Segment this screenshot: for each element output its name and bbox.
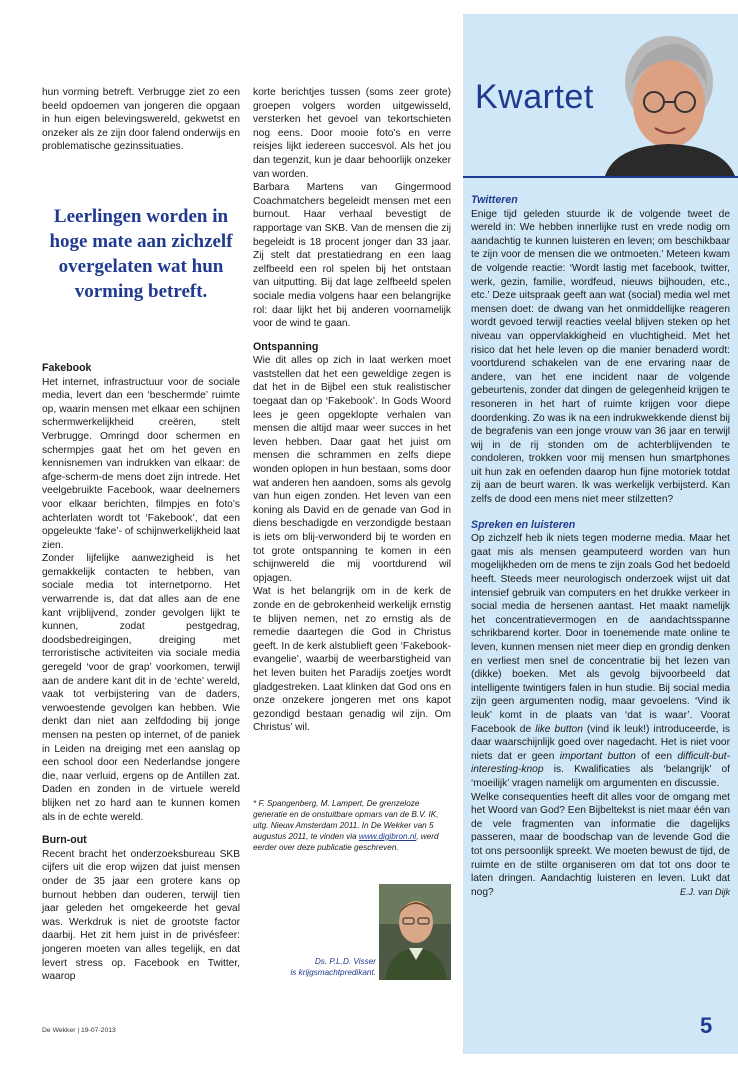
col2-paragraph-2: Barbara Martens van Gingermood Coachmatchers begeleidt mensen met een burnout. Haar verhaal bevestigt de rapportage van SKB. Van de mensen die zij begeleidt is 18 procent jonger dan 33 jaar. Zij stelt dat prestatiedrang en een laag zelfbeeld een rol spelen bij het ontstaan van uitputting. Bij dat lage zelfbeeld spelen sociale media volgens haar een belangrijke rol: daar lijkt het bij anderen voornamelijk voor de wind te gaan. — [253, 182, 451, 330]
col2-paragraph-3: Wie dit alles op zich in laat werken moet vaststellen dat het een geweldige zegen is dat het in de Bijbel een stuk realistischer toegaat dan op ‘Fakebook’. In Gods Woord lees je geen opgeklopte verhalen van mensen die altijd maar weer succes in het leven hebben. Daar gaat het juist om mensen die schrammen en zelfs diepe wonden oplopen in hun bestaan, soms door wat anderen hen aandoen, soms als gevolg van hun eigen zonden. Het leven van een koning als David en de genade van God in diens beschadigde en verzondigde bestaan is iets om blij-verwonderd bij te worden en tot grote ontspanning te komen in een schijnwereld die mij voortdurend wil opjagen. — [253, 355, 451, 584]
col2-paragraph-1: korte berichtjes tussen (soms zeer grote) groepen volgers worden uitgewisseld, versterken het gevoel van tekortschieten nog eens. Door mooie foto’s en verre reisjes lijkt iedereen succesvol. Als het jou dan tegenzit, kun je daar behoorlijk onzeker van worden. — [253, 87, 451, 180]
digibron-link[interactable]: www.digibron.nl — [358, 832, 417, 841]
kwartet-title: Kwartet — [475, 78, 594, 116]
spreken-text-a: Op zichzelf heb ik niets tegen moderne media. Maar het gaat mis als mensen geamputeerd worden van hun mogelijkheden om de mens te zijn zoals God het bedoeld heeft. Steeds meer neurologisch onderzoek wijst uit dat intensief gebruik van computers en het drukke verkeer in social media de hersenen aantast. Het maakt namelijk het concentratievermogen en de aandachtsspanne schrikbarend korter. Door in toenemende mate online te leven, kunnen mensen niet meer diep en grondig denken en verliest men snel de concentratie bij het lezen van (dikke) boeken. Met als gevolg bijvoorbeeld dat intelligente twintigers falen in hun studie. Bij social media zijn geen argumenten nodig, maar gevoelens. ‘Vind ik leuk’ komt in de plaats van ‘dat is waar’. Voorat Facebook de — [471, 533, 730, 735]
like-button-term: like button — [535, 723, 583, 735]
fakebook-paragraph-1: Het internet, infrastructuur voor de sociale media, levert dan een ‘beschermde’ ruimte op, waarin mensen met elkaar een schijnen schermwerkelijkheid creëren, stelt Verbrugge. Omringd door schermen en schermpjes gaat het om het geven en kennisnemen van indrukken van elkaar: de afge-scherm-de mens doet zijn intrede. Het veelgebruikte Facebook, waar deelnemers voor elkaar berichten, filmpjes en foto’s achterlaten wordt tot ‘Fakebook’, dat een opgeleukte ‘fake’- of schijnwerkelijkheid laat zien. — [42, 376, 240, 551]
ontspanning-heading: Ontspanning — [253, 340, 319, 353]
burnout-paragraph: Recent bracht het onderzoeksbureau SKB cijfers uit die erop wijzen dat juist mensen onder de 35 jaar een grotere kans op burnout hebben dan ouderen, terwijl tien jaar geleden het omgekeerde het geval was. Werkdruk is niet de grootste factor daarbij. Het zit hem juist in de privésfeer: jongeren moeten van alles tegelijk, en dat levert stress op. Facebook en Twitter, waarop — [42, 848, 240, 983]
col1-intro: hun vorming betreft. Verbrugge ziet zo een beeld opdoemen van jongeren die opgaan in hun eigen belevingswereld, gekwetst en onzeker als ze zijn door falend onderwijs en problematische gezinssituaties. — [42, 87, 240, 153]
folio: De Wekker | 19-07-2013 — [42, 1027, 116, 1034]
important-button-term: important button — [559, 750, 636, 762]
col2-paragraph-4: Wat is het belangrijk om in de kerk de zonde en de gebrokenheid werkelijk ernstig te blijven nemen, net zo ernstig als de remedie daartegen die God in Christus geeft. In de kerk alstublieft geen ‘Fakebook-evangelie’, waarbij de weerbarstigheid van het leven buiten het Paradijs zoetjes wordt gladgestreken. Laat klinken dat God ons en onze onzekere jongeren met ons kapot gezondigd bestaan genadig wil zijn. Om Christus’ wil. — [253, 586, 451, 734]
author-caption — [253, 956, 376, 978]
spreken-text-b: (vind ik leuk!) introduceerde, is daar waarschijnlijk goed over nagedacht. Het is niet voor niets dat er geen — [471, 723, 730, 762]
footnote — [253, 798, 451, 853]
author-portrait-van-dijk — [595, 24, 738, 176]
fakebook-heading: Fakebook — [42, 361, 92, 374]
difficult-knop-term: difficult-but-interesting-knop — [471, 750, 730, 776]
twitteren-heading: Twitteren — [471, 194, 518, 206]
spreken-paragraph-1 — [471, 532, 730, 790]
footnote-text-after: , werd eerder over deze publicatie geschreven. — [253, 832, 439, 852]
sidebar-divider — [463, 176, 738, 178]
caption-name: Ds. P.L.D. Visser — [314, 957, 376, 966]
author-portrait-visser — [379, 884, 451, 980]
page-number: 5 — [700, 1013, 713, 1038]
burnout-heading: Burn-out — [42, 834, 87, 847]
spreken-text-e: Welke consequenties heeft dit alles voor de omgang met het Woord van God? Een Bijbeltekst is niet maar één van de vele fragmenten van informatie die dagelijks passeren, maar de boodschap van de levende God die tot ons persoonlijk spreekt. We moeten bewust de tijd, de ruimte en de stilte organiseren om dat tot ons door te laten dringen. Aandachtig luisteren en leven. Lukt dat nog? — [471, 791, 730, 898]
caption-role: is krijgsmachtpredikant. — [290, 968, 376, 977]
author-signature: E.J. van Dijk — [679, 886, 730, 897]
column-1 — [42, 86, 240, 984]
fakebook-paragraph-2: Zonder lijfelijke aanwezigheid is het gemakkelijk contacten te hebben, van sociale media tot internetporno. Het verwarrende is, dat dat alles aan de ene kant vrijblijvend, zonder gevolgen lijkt te kunnen, zodat pestgedrag, doodsbedreigingen, dreiging met terroristische activiteiten via sociale media geregeld ‘voor de grap’ voorkomen, terwijl aan de andere kant dit in de ‘echte’ wereld, vaak tot verbijstering van de daders, verwoestende gevolgen kan hebben. Wie denkt dan niet aan zelfdoding bij jonge mensen na pesten op internet, of de paniek in Leiden na dreiging met een aanslag op een school door een Nederlandse jongere die, naar verluid, ergens op de Antillen zat. Daden en zonden in de virtuele wereld blijken net zo hard aan te kunnen komen als in de echte wereld. — [42, 553, 240, 823]
spreken-text-c: of een — [635, 750, 678, 762]
spreken-heading: Spreken en luisteren — [471, 518, 576, 531]
pull-quote: Leerlingen worden in hoge mate aan zichzelf overgelaten wat hun vorming betreft. — [49, 205, 233, 302]
sidebar-body — [471, 194, 730, 899]
footnote-text-before: * F. Spangenberg, M. Lampert, De grenzeloze generatie en de onstuitbare opmars van de B.V. IK, uitg. Nieuw Amsterdam 2011. In De Wekker van 5 augustus 2011, te vinden via — [253, 799, 439, 841]
twitteren-paragraph: Enige tijd geleden stuurde ik de volgende tweet de wereld in: We hebben innerlijke rust en vrede nodig om aandachtig te kunnen luisteren en leven; om beschikbaar te zijn voor de mensen die we ontmoeten.’ Meteen kwam de volgende reactie: ‘Wordt lastig met facebook, twitter, werk, gezin, familie, wordfeud, nieuws bijhouden, etc., etc.’ Deze uitspraak geeft aan wat (social) media wel met mensen doet: de dwang van het onmiddellijke reageren wordt gevoed terwijl reacties veelal blijven steken op het niveau van oppervlakkigheid en vluchtigheid. Met het risico dat het hele leven op die manier benaderd wordt: voortdurend schakelen van de ene ervaring naar de andere, van het ene incident naar de volgende gebeurtenis, zonder dat dingen de gelegenheid krijgen te resoneren in het hart of ruimte krijgen voor diepe doordenking. Zo was ik na een indrukwekkende dienst bij de begrafenis van een jonge vrouw van 36 jaar en terwijl wij in de rij stonden om de achterblijvenden te condoleren, trokken voor mij mensen hun smartphones uit hun zak en oefenden daarop hun fijne motoriek totdat zij aan de beurt waren. Ik was werkelijk verbijsterd. Kan zelfs de dood een mens niet meer stilzetten? — [471, 208, 730, 506]
spreken-paragraph-2 — [471, 791, 730, 900]
spreken-text-d: is. Kwalificaties als ‘belangrijk’ of ‘moeilijk’ vragen namelijk om argumenten en discussie. — [471, 764, 730, 789]
column-2 — [253, 86, 451, 735]
